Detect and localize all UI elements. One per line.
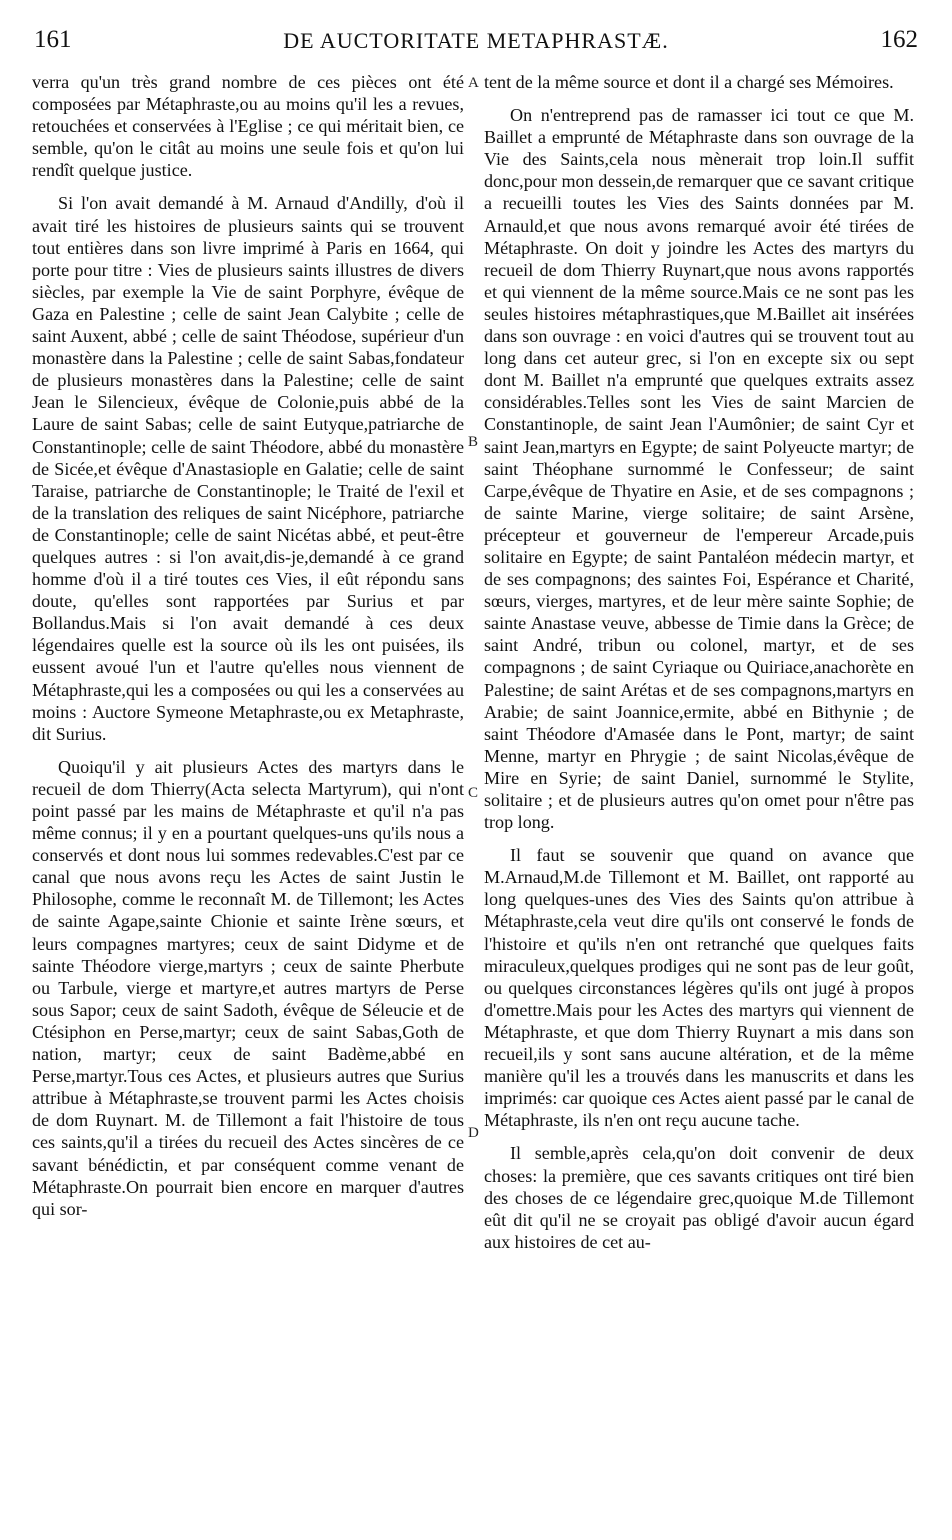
margin-letter-d: D xyxy=(468,1125,479,1141)
page-number-left: 161 xyxy=(34,26,72,53)
right-paragraph-4: Il semble,après cela,qu'on doit convenir de deux choses: la première, que ces savants critiques ont tiré bien des choses de ce légendaire grec,quoique M.de Tillemont eût dit qu'il ne se croyait pas obligé d'avoir aucun égard aux histoires de cet au- xyxy=(484,1143,914,1252)
right-paragraph-2: On n'entreprend pas de ramasser ici tout ce que M. Baillet a emprunté de Métaphraste dans son ouvrage de la Vie des Saints,cela nous mènerait trop loin.Il suffit donc,pour mon dessein,de remarquer que ce savant critique a recueilli toutes les Vies des Saints données par M. Arnauld,et que nous avons remarqué avoir été tirées de Métaphraste. On doit y joindre les Actes des martyrs du recueil de dom Thierry Ruynart,que nous avons rapportés et qui viennent de la même source.Mais ce ne sont pas les seules histoires métaphrastiques,que M.Baillet ait insérées dans son ouvrage : en voici d'autres qui se trouvent tout au long dans cet auteur grec, si l'on en excepte six ou sept dont M. Baillet n'a emprunté que quelques extraits assez considérables.Telles sont les Vies de saint Marcien de Constantinople, de saint Jean l'Aumônier; de saint Cyr et saint Jean,martyrs en Egypte; de saint Polyeucte martyr; de saint Théophane surnommé le Confesseur; de saint Carpe,évêque de Thyatire en Asie, et de ses compagnons ; de sainte Marine, vierge solitaire; de saint Arsène, précepteur et gouverneur de l'empereur Arcade,puis solitaire en Egypte; de saint Pantaléon médecin martyr, et de ses compagnons; des saintes Foi, Espérance et Charité, sœurs, vierges, martyres, et de leur mère sainte Sophie; de sainte Anastase veuve, abbesse de Timie dans la Grèce; de saint André, tribun ou colonel, martyr, et de ses compagnons ; de saint Cyriaque ou Quiriace,anachorète en Palestine; de saint Arétas et de ses compagnons,martyrs en Arabie; de saint Joannice,ermite, abbé en Bithynie ; de saint Théodore d'Amasée dans le Pont, martyr; de saint Menne, martyr en Phrygie ; de saint Nicolas,évêque de Mire en Syrie; de saint Daniel, surnommé le Stylite, solitaire ; et de plusieurs autres qu'on omet pour n'être pas trop long. xyxy=(484,105,914,833)
margin-letter-a: A xyxy=(468,75,479,91)
left-paragraph-2: Si l'on avait demandé à M. Arnaud d'Andilly, d'où il avait tiré les histoires de plusieurs saints qui se trouvent tout entières dans son livre imprimé à Paris en 1664, qui porte pour titre : Vies de plusieurs saints illustres de divers siècles, par exemple la Vie de saint Porphyre, évêque de Gaza en Palestine ; celle de saint Jean Calybite ; celle de saint Auxent, abbé ; celle de saint Théodose, supérieur d'un monastère dans la Palestine ; celle de saint Sabas,fondateur de plusieurs monastères dans la Palestine; celle de saint Jean le Silencieux, évêque de Colonie,puis abbé de la Laure de saint Sabas; celle de saint Eutyque,patriarche de Constantinople; celle de saint Théodore, abbé du monastère de Sicée,et évêque d'Anastasiople en Galatie; celle de saint Taraise, patriarche de Constantinople; le Traité de l'exil et de la translation des reliques de saint Nicéphore, patriarche de Constantinople; celle de saint Nicétas abbé, et peut-être quelques autres : si l'on avait,dis-je,demandé à ce grand homme d'où il a tiré toutes ces Vies, il eût répondu sans doute, qu'elles sont rapportées par Surius et par Bollandus.Mais si l'on avait demandé à ces deux légendaires quelle est la source où ils les ont puisées, ils eussent avoué l'un et l'autre qu'elles nous viennent de Métaphraste,qui les a composées ou qui les a conservées au moins : Auctore Symeone Metaphraste,ou ex Metaphraste, dit Surius. xyxy=(32,193,464,744)
left-paragraph-1: verra qu'un très grand nombre de ces pièces ont été composées par Métaphraste,ou au moins qu'il les a revues, retouchées et conservées à l'Eglise ; ce qui méritait bien, ce semble, qu'on le citât au moins une seule fois et qu'on lui rendît quelque justice. xyxy=(32,72,464,181)
page-header xyxy=(34,26,918,60)
running-title: DE AUCTORITATE METAPHRASTÆ. xyxy=(283,28,669,53)
right-paragraph-3: Il faut se souvenir que quand on avance que M.Arnaud,M.de Tillemont et M. Baillet, ont rapporté au long quelques-unes des Vies des Saints qu'on attribue à Métaphraste,cela veut dire qu'ils ont conservé le fonds de l'histoire et qu'ils n'en ont retranché que quelques faits miraculeux,quelques prodiges qui ne sont pas de leur goût, ou quelques circonstances légères qu'ils ont jugé à propos d'omettre.Mais pour les Actes des martyrs qui viennent de Métaphraste, et que dom Thierry Ruynart a mis dans son recueil,ils y sont sans aucune altération, et de la même manière qu'il les a trouvés dans les manuscrits et dans les imprimés: car quoique ces Actes aient passé par le canal de Métaphraste, ils n'en ont reçu aucune tache. xyxy=(484,845,914,1131)
right-paragraph-1: tent de la même source et dont il a chargé ses Mémoires. xyxy=(484,72,894,92)
left-paragraph-3: Quoiqu'il y ait plusieurs Actes des martyrs dans le recueil de dom Thierry(Acta selecta Martyrum), qui n'ont point passé par les mains de Métaphraste et qu'il n'a pas même connus; il y en a pourtant quelques-uns qu'ils nous a conservés et dont nous lui sommes redevables.C'est par ce canal que nous avons reçu les Actes de saint Justin le Philosophe, comme le reconnaît M. de Tillemont; les Actes de sainte Agape,sainte Chionie et sainte Irène sœurs, et leurs compagnes martyres; ceux de saint Didyme et de sainte Théodore vierge,martyrs ; ceux de sainte Pherbute ou Tarbule, vierge et martyre,et autres martyrs de Perse sous Sapor; ceux de saint Sadoth, évêque de Séleucie et de Ctésiphon en Perse,martyr; ceux de saint Sabas,Goth de nation, martyr; ceux de saint Badème,abbé en Perse,martyr.Tous ces Actes, et plusieurs autres que Surius attribue à Métaphraste,se trouvent parmi les Actes choisis de dom Ruynart. M. de Tillemont a fait l'histoire de tous ces saints,qu'il a tirées du recueil des Actes sincères de ce savant bénédictin, et par conséquent comme venant de Métaphraste.On pourrait bien encore en marquer d'autres qui sor- xyxy=(32,756,464,1219)
margin-letter-b: B xyxy=(468,434,479,450)
margin-letter-c: C xyxy=(468,785,479,801)
page-number-right: 162 xyxy=(880,26,918,53)
left-column xyxy=(32,71,464,1231)
right-column xyxy=(484,71,914,1253)
